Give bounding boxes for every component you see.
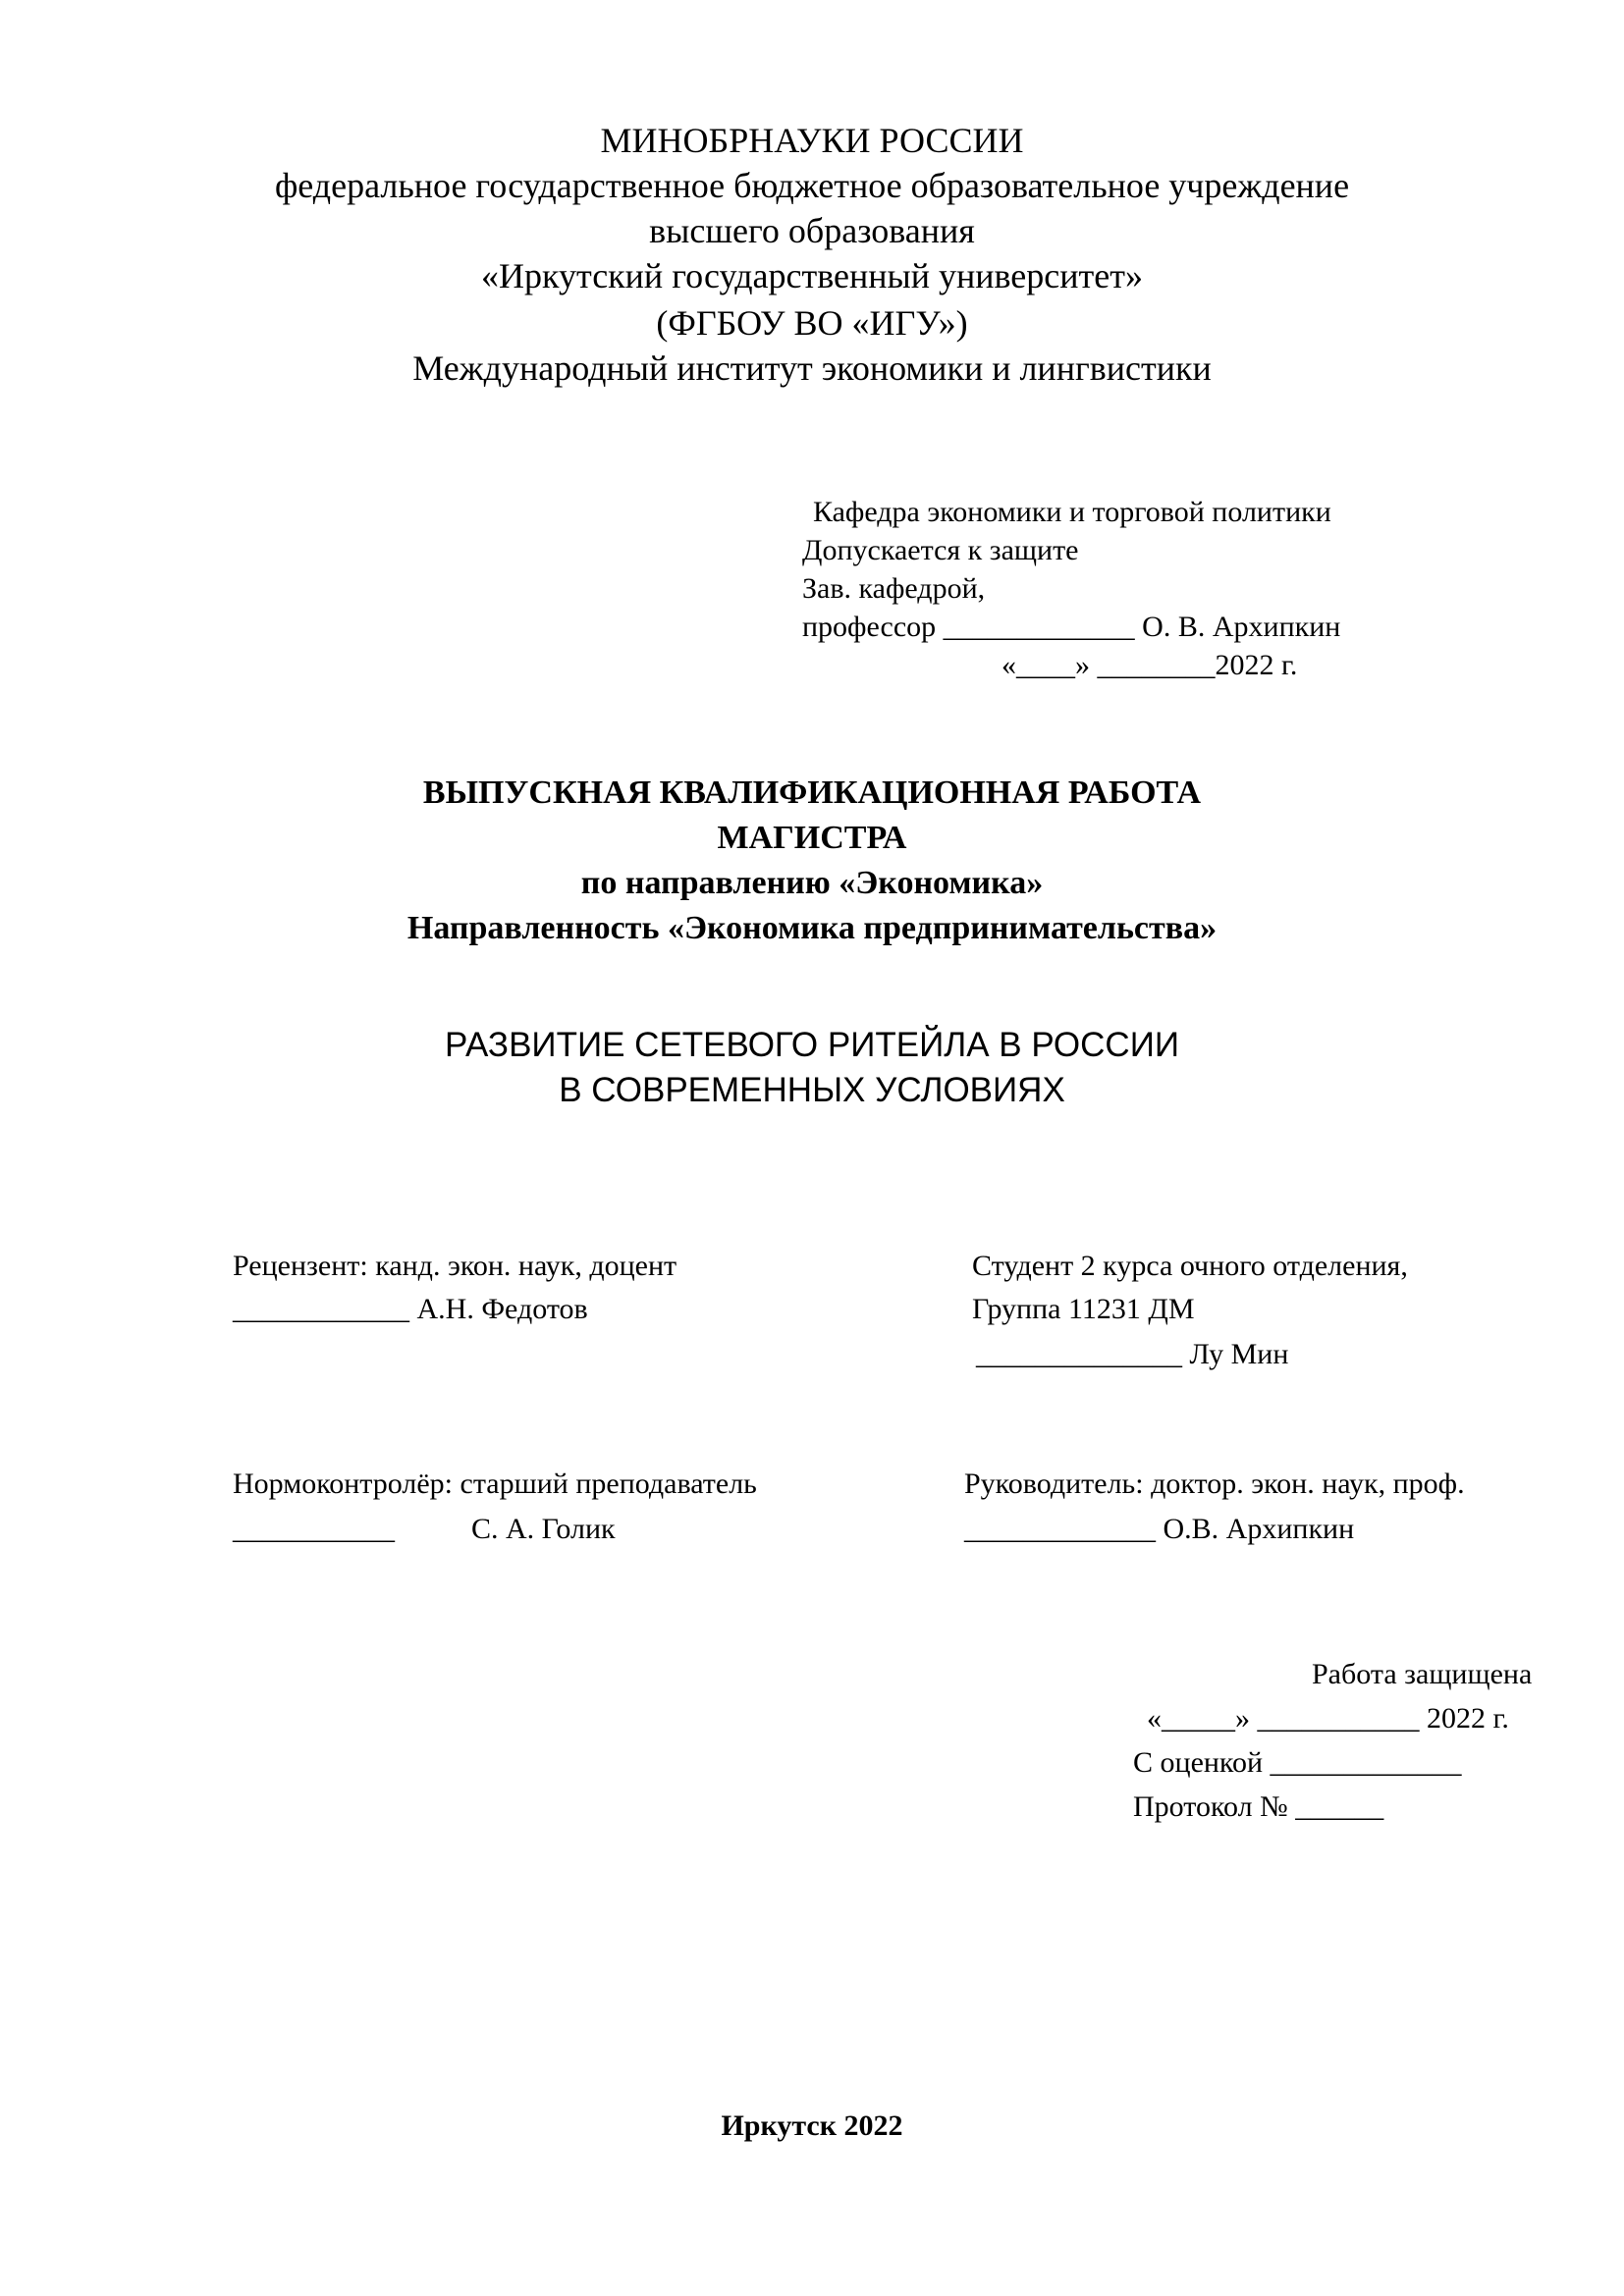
normcontrol-signature-blank: ___________ bbox=[233, 1513, 395, 1545]
student-signature: ______________ Лу Мин bbox=[976, 1338, 1289, 1370]
institution-type: федеральное государственное бюджетное образовательное учреждение bbox=[274, 166, 1350, 205]
institute-name: Международный институт экономики и лингвистики bbox=[412, 348, 1212, 388]
university-abbreviation: (ФГБОУ ВО «ИГУ») bbox=[656, 303, 968, 343]
defense-date-line: «_____» ___________ 2022 г. bbox=[1147, 1702, 1509, 1735]
supervisor-signature: _____________ О.В. Архипкин bbox=[964, 1513, 1355, 1545]
student-group: Группа 11231 ДМ bbox=[972, 1293, 1195, 1325]
work-title-line1: ВЫПУСКНАЯ КВАЛИФИКАЦИОННАЯ РАБОТА bbox=[422, 774, 1202, 811]
head-of-department: Зав. кафедрой, bbox=[802, 572, 986, 605]
admitted-to-defense: Допускается к защите bbox=[802, 534, 1079, 566]
reviewer-role: Рецензент: канд. экон. наук, доцент bbox=[233, 1250, 677, 1282]
city-year: Иркутск 2022 bbox=[721, 2109, 903, 2142]
student-role: Студент 2 курса очного отделения, bbox=[972, 1250, 1408, 1282]
reviewer-signature: ____________ А.Н. Федотов bbox=[233, 1293, 588, 1325]
work-defended: Работа защищена bbox=[1312, 1658, 1533, 1690]
approval-date-line: «____» ________2022 г. bbox=[1001, 649, 1298, 681]
department-name: Кафедра экономики и торговой политики bbox=[813, 496, 1331, 528]
work-title-line2: МАГИСТРА bbox=[717, 820, 907, 856]
normcontrol-name: С. А. Голик bbox=[471, 1513, 616, 1545]
normcontrol-role: Нормоконтролёр: старший преподаватель bbox=[233, 1468, 757, 1500]
university-name: «Иркутский государственный университет» bbox=[481, 256, 1143, 295]
topic-line2: В СОВРЕМЕННЫХ УСЛОВИЯХ bbox=[559, 1071, 1065, 1109]
supervisor-role: Руководитель: доктор. экон. наук, проф. bbox=[964, 1468, 1465, 1500]
work-focus: Направленность «Экономика предпринимательства» bbox=[406, 910, 1218, 946]
work-direction: по направлению «Экономика» bbox=[580, 865, 1044, 901]
professor-signature-line: профессор _____________ О. В. Архипкин bbox=[802, 611, 1341, 643]
protocol-line: Протокол № ______ bbox=[1133, 1790, 1384, 1823]
topic-line1: РАЗВИТИЕ СЕТЕВОГО РИТЕЙЛА В РОССИИ bbox=[444, 1026, 1180, 1064]
grade-line: С оценкой _____________ bbox=[1133, 1746, 1462, 1779]
ministry-heading: МИНОБРНАУКИ РОССИИ bbox=[600, 121, 1024, 160]
education-level: высшего образования bbox=[649, 211, 975, 250]
